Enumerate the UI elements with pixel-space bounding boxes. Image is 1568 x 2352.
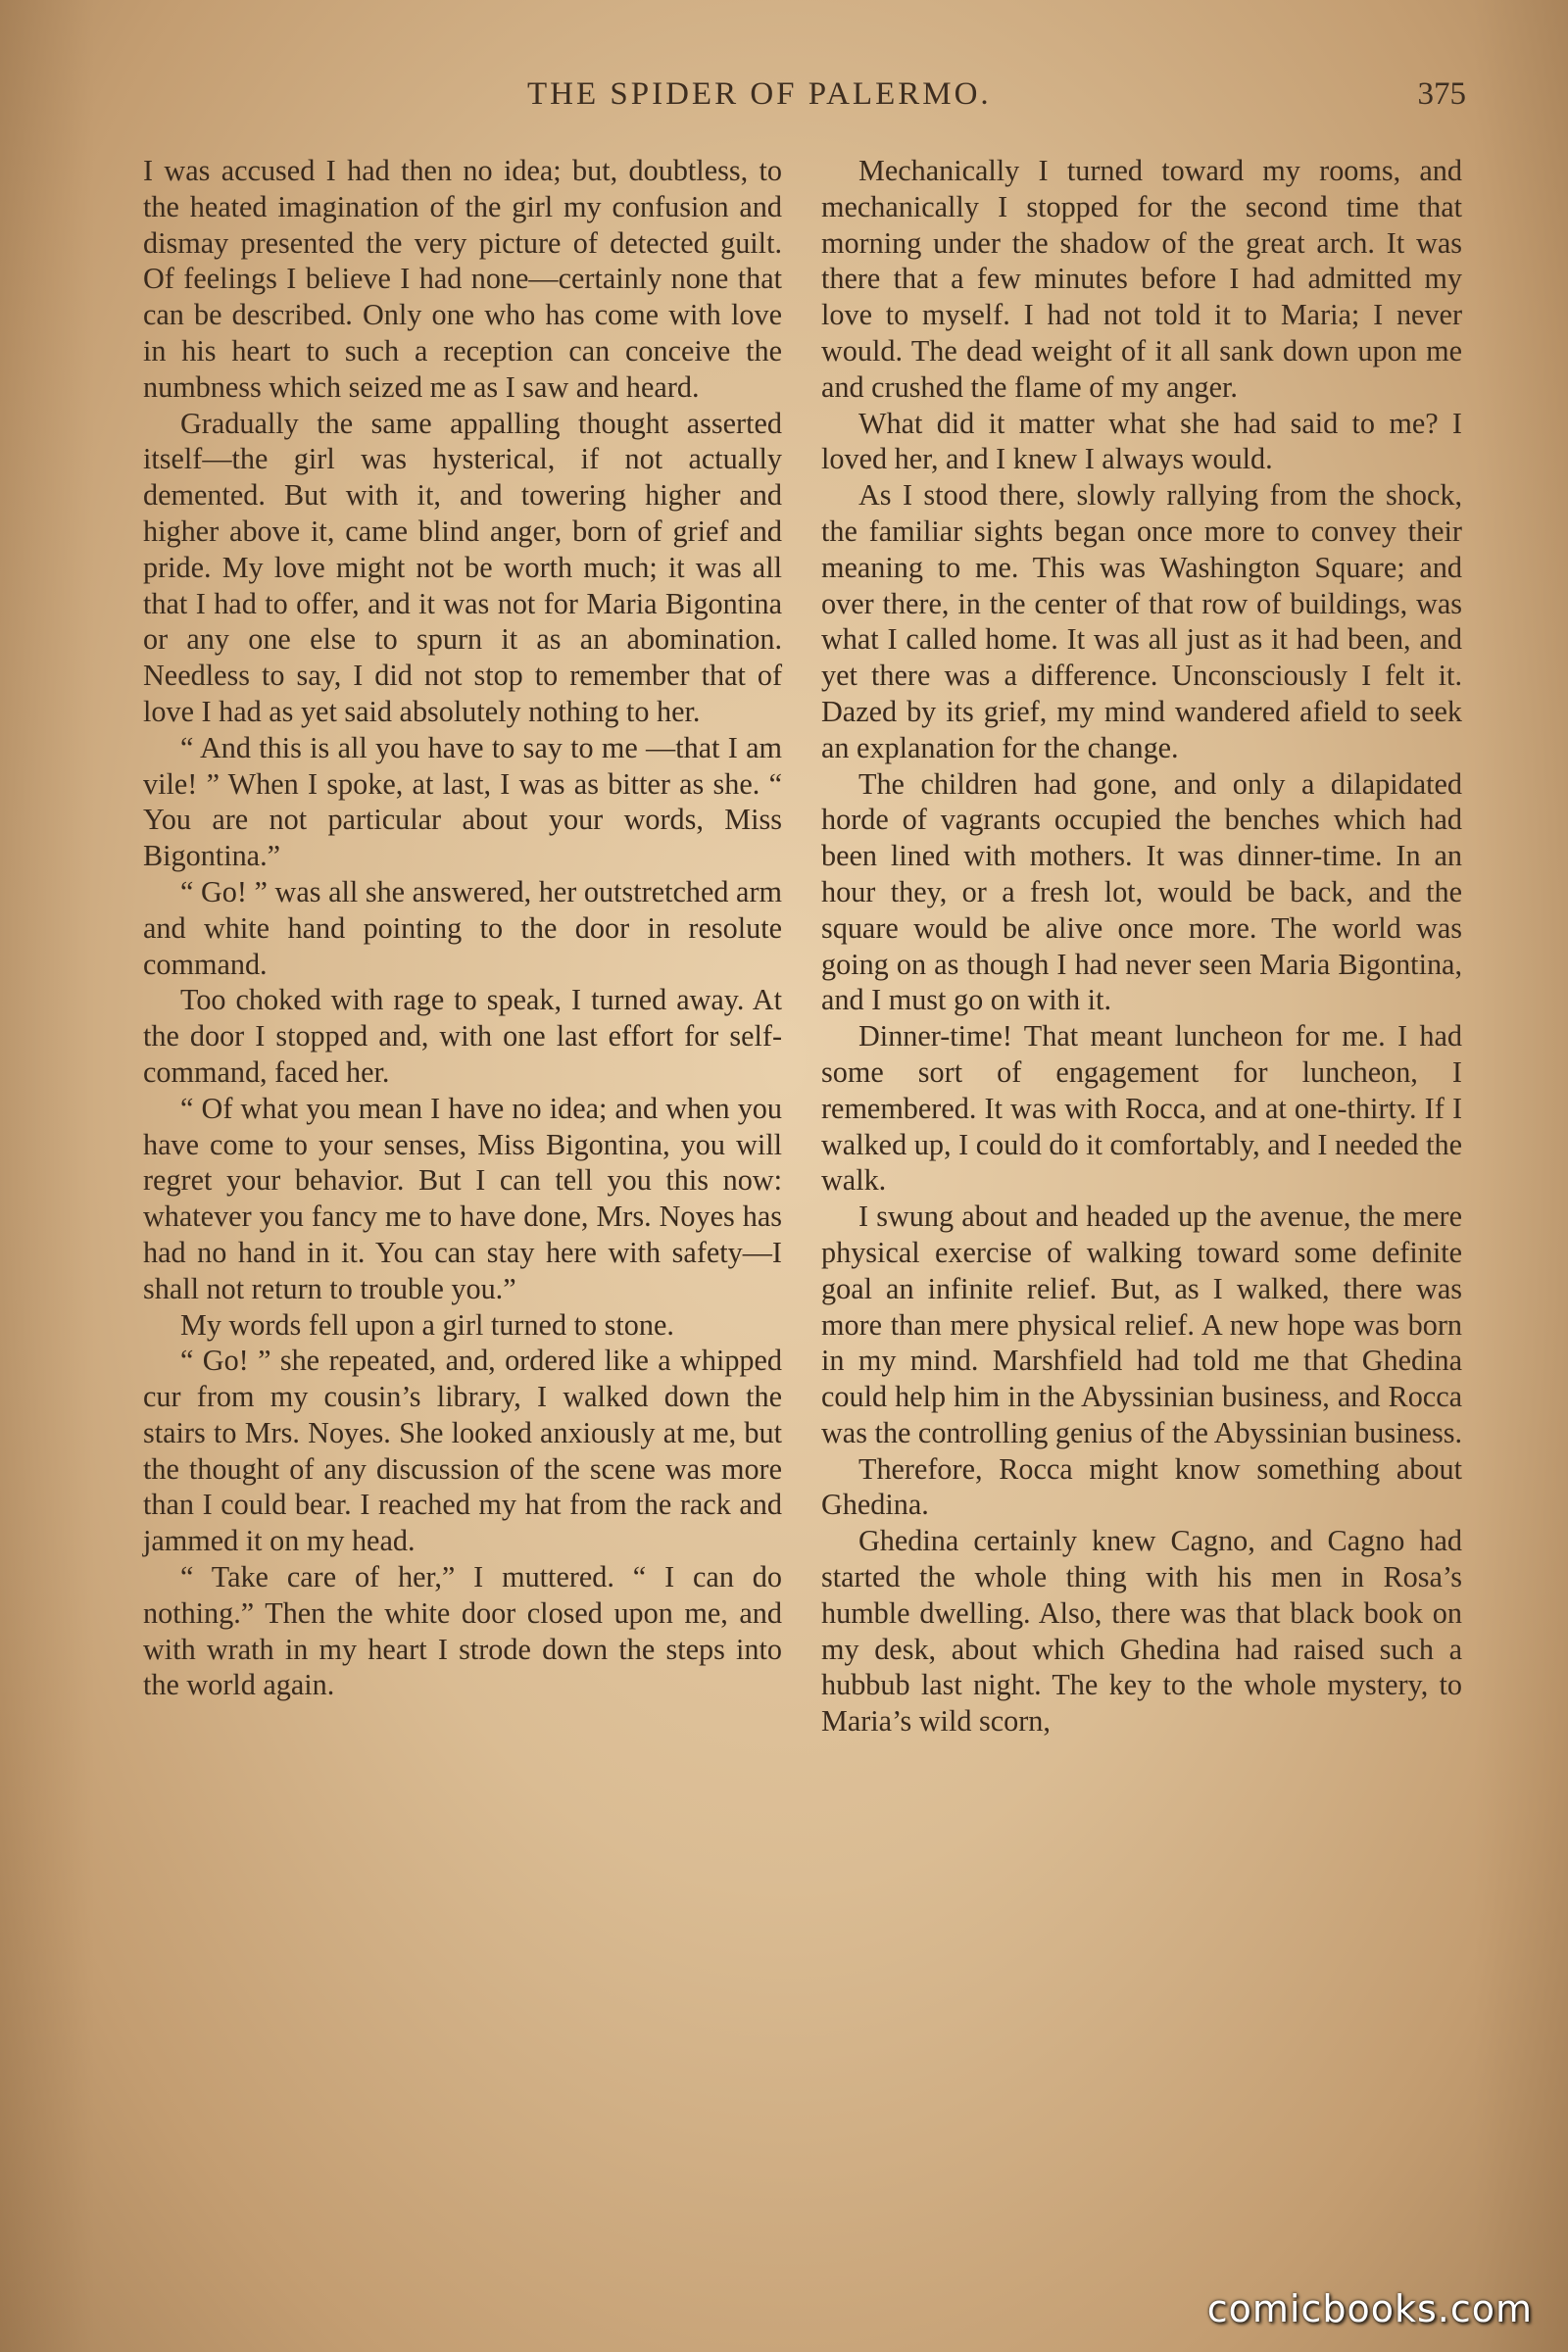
paragraph: Too choked with rage to speak, I turned away. At the door I stopped and, with one last effort for self-command, faced her. <box>143 983 782 1089</box>
paragraph: Dinner-time! That meant luncheon for me. I had some sort of engagement for luncheon, I remembered. It was with Rocca, and at one-thirty. If I walked up, I could do it comfortably, and I needed the walk. <box>821 1019 1462 1198</box>
paragraph: What did it matter what she had said to me? I loved her, and I knew I always would. <box>821 406 1462 476</box>
watermark: comicbooks.com <box>1206 2287 1533 2330</box>
paragraph: “ Take care of her,” I muttered. “ I can do nothing.” Then the white door closed upon me, and with wrath in my heart I strode down the steps into the world again. <box>143 1560 782 1702</box>
paragraph: Ghedina certainly knew Cagno, and Cagno had started the whole thing with his men in Rosa’s humble dwelling. Also, there was that black book on my desk, about which Ghedina had raised such a hubbub last night. The key to the whole mystery, to Maria’s wild scorn, <box>821 1524 1462 1739</box>
right-column <box>821 153 1462 1740</box>
paragraph: “ Of what you mean I have no idea; and when you have come to your senses, Miss Bigontina, you will regret your behavior. But I can tell you this now: whatever you fancy me to have done, Mrs. Noyes has had no hand in it. You can stay here with safety—I shall not return to trouble you.” <box>143 1091 782 1305</box>
running-title: THE SPIDER OF PALERMO. <box>527 76 992 112</box>
paragraph: “ Go! ” was all she answered, her outstretched arm and white hand pointing to the door in resolute command. <box>143 874 782 981</box>
paragraph: Gradually the same appalling thought asserted itself—the girl was hysterical, if not actually demented. But with it, and towering higher and higher above it, came blind anger, born of grief and pride. My love might not be worth much; it was all that I had to offer, and it was not for Maria Bigontina or any one else to spurn it as an abomination. Needless to say, I did not stop to remember that of love I had as yet said absolutely nothing to her. <box>143 406 782 728</box>
left-column <box>143 153 782 1703</box>
paragraph: The children had gone, and only a dilapidated horde of vagrants occupied the benches which had been lined with mothers. It was dinner-time. In an hour they, or a fresh lot, would be back, and the square would be alive once more. The world was going on as though I had never seen Maria Bigontina, and I must go on with it. <box>821 766 1462 1017</box>
paragraph: Therefore, Rocca might know something about Ghedina. <box>821 1451 1462 1522</box>
paragraph: I swung about and headed up the avenue, the mere physical exercise of walking toward some definite goal an infinite relief. But, as I walked, there was more than mere physical relief. A new hope was born in my mind. Marshfield had told me that Ghedina could help him in the Abyssinian business, and Rocca was the controlling genius of the Abyssinian business. <box>821 1200 1462 1449</box>
paragraph: “ Go! ” she repeated, and, ordered like a whipped cur from my cousin’s library, I walked down the stairs to Mrs. Noyes. She looked anxiously at me, but the thought of any discussion of the scene was more than I could bear. I reached my hat from the rack and jammed it on my head. <box>143 1344 782 1558</box>
paragraph: My words fell upon a girl turned to stone. <box>180 1307 674 1342</box>
page-number: 375 <box>1417 76 1466 112</box>
paragraph: As I stood there, slowly rallying from the shock, the familiar sights began once more to convey their meaning to me. This was Washington Square; and over there, in the center of that row of buildings, was what I called home. It was all just as it had been, and yet there was a difference. Unconsciously I felt it. Dazed by its grief, my mind wandered afield to seek an explanation for the change. <box>821 478 1462 764</box>
paragraph: I was accused I had then no idea; but, doubtless, to the heated imagination of the girl my confusion and dismay presented the very picture of detected guilt. Of feelings I believe I had none—certainly none that can be described. Only one who has come with love in his heart to such a reception can conceive the numbness which seized me as I saw and heard. <box>143 154 782 404</box>
running-header <box>143 76 1466 122</box>
paragraph: Mechanically I turned toward my rooms, and mechanically I stopped for the second time that morning under the shadow of the great arch. It was there that a few minutes before I had admitted my love to myself. I had not told it to Maria; I never would. The dead weight of it all sank down upon me and crushed the flame of my anger. <box>821 154 1462 404</box>
paragraph: “ And this is all you have to say to me —that I am vile! ” When I spoke, at last, I was as bitter as she. “ You are not particular about your words, Miss Bigontina.” <box>143 730 782 873</box>
